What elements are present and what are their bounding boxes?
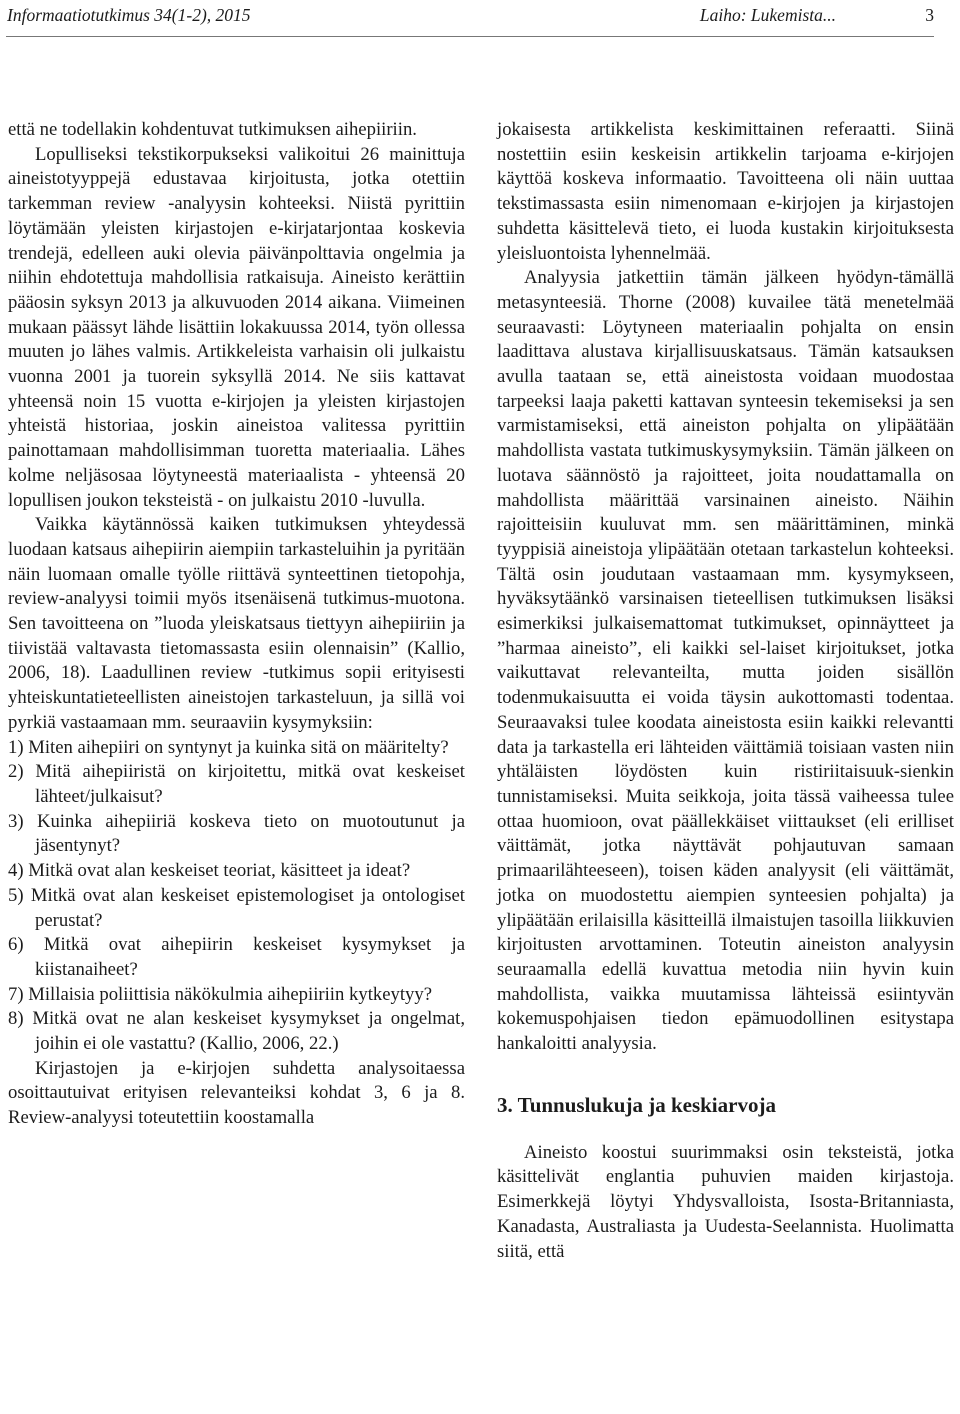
question-text: Mitä aihepiiristä on kirjoitettu, mitkä ovat keskeiset lähteet/julkaisut? (35, 761, 465, 807)
question-text: Mitkä ovat ne alan keskeiset kysymykset ja ongelmat, joihin ei ole vastattu? (Kallio, 2006, 22.) (32, 1008, 465, 1055)
question-item (8, 859, 465, 884)
question-text: Mitkä ovat aihepiirin keskeiset kysymykset ja kiistanaiheet? (35, 934, 466, 980)
paragraph: Vaikka käytännössä kaiken tutkimuksen yhteydessä luodaan katsaus aihepiirin aiempiin tarkasteluihin ja pyritään näin luomaan omalle työlle riittävä synteettinen tietopohja, review-analyysi toimii myös itsenäisenä tutkimus-muotona. Sen tavoitteena on ”luoda yleiskatsaus tiettyyn aihepiiriin ja tiivistää valtavasta tietomassasta esiin olennaisin” (Kallio, 2006, 18). Laadullinen review -tutkimus sopii erityisesti yhteiskuntatieteellisten aineistojen tarkasteluun, ja sillä voi pyrkiä vastaamaan mm. seuraaviin kysymyksiin: (8, 514, 465, 733)
paragraph: että ne todellakin kohdentuvat tutkimuksen aihepiiriin. (8, 119, 417, 140)
question-text: Kuinka aihepiiriä koskeva tieto on muotoutunut ja jäsentynyt? (35, 810, 466, 857)
question-number: 4) (8, 860, 24, 882)
section-heading: 3. Tunnuslukuja ja keskiarvoja (497, 1092, 776, 1117)
paragraph: jokaisesta artikkelista keskimittainen referaatti. Siinä nostettiin esiin keskeisin artikkelin tarjoama e-kirjojen käyttöä koskeva informaatio. Tavoitteena oli näin uuttaa tekstimassasta esiin nimenomaan e-kirjojen ja kirjastojen suhdetta käsittelevä tieto, ei luoda kustakin kirjoituksesta yleisluontoista lyhennelmää. (497, 119, 954, 264)
question-item (8, 810, 465, 859)
question-item (8, 933, 465, 982)
question-number: 2) (8, 761, 24, 783)
question-text: Mitkä ovat alan keskeiset teoriat, käsitteet ja ideat? (28, 860, 411, 882)
paragraph: Lopulliseksi tekstikorpukseksi valikoitui 26 mainittuja aineistotyyppejä edustavaa kirjoitusta, jotka otettiin tarkemman review -analyysin kohteeksi. Niistä pyrittiin löytämään yleisten kirjastojen e-kirjatarjontaa koskevia trendejä, edelleen auki olevia päivänpolttavia ongelmia ja niihin ehdotettuja mahdollisia ratkaisuja. Aineisto kerättiin pääosin syksyn 2013 ja alkuvuoden 2014 aikana. Viimeinen mukaan päässyt lähde lisättiin lokakuussa 2014, työn ollessa muuten jo lähes valmis. Artikkeleista varhaisin oli julkaistu vuonna 2001 ja tuorein syksyllä 2014. Ne siis kattavat yhteensä noin 15 vuotta e-kirjojen ja yleisten kirjastojen yhteistä historiaa, joskin aineistoa valitessa pyrittiin painottamaan mahdollisimman tuoretta materiaalia. Lähes kolme neljäsosaa löytyneestä materiaalista - yhteensä 20 lopullisen joukon teksteistä - on julkaistu 2010 -luvulla. (8, 143, 465, 511)
running-header (0, 0, 960, 40)
question-item (8, 1007, 465, 1056)
question-item (8, 884, 465, 933)
paragraph: Analyysia jatkettiin tämän jälkeen hyödyn-tämällä metasynteesiä. Thorne (2008) kuvailee tätä menetelmää seuraavasti: Löytyneen materiaalin pohjalta on ensin laadittava alustava kirjallisuuskatsaus. Tämän katsauksen avulla taataan se, että aineistosta voidaan muodostaa tarpeeksi laaja paketti kattavan synteesin tekemiseksi ja sen varmistamiseksi, että aineiston pohjalta on ylipäätään mahdollista vastata tutkimuskysymyksiin. Tämän jälkeen on luotava säännöstö ja rajoitteet, joita noudattamalla on mahdollista määrittää varsinainen aineisto. Näihin rajoitteisiin kuuluvat mm. sen määrittäminen, minkä tyyppisiä aineistoja ylipäätään otetaan tarkastelun kohteeksi. Tältä osin joudutaan vastaamaan mm. kysymykseen, hyväksytäänkö varsinaisen tieteellisen tutkimuksen lisäksi esimerkiksi julkaisemattomat tutkimukset, opinnäytteet ja ”harmaa aineisto”, eli kaikki sel-laiset kirjoitukset, jotka vaikuttavat relevanteilta, mutta joiden sisällön todenmukaisuutta ei voida täysin aukottomasti todentaa. Seuraavaksi tulee koodata aineistosta esiin kaikki relevantti data ja tarkastella eri lähteiden väittämiä toisiaan vasten niin yhtäläisten löydösten kuin ristiriitaisuuk-sienkin tunnistamiseksi. Muita seikkoja, joita tässä vaiheessa tulee ottaa huomioon, ovat päällekkäiset viittaukset (eli erilliset väittämät, jotka näyttävät pohjautuvan samaan primaarilähteeseen), toisen käden analyysit (eli väittämät, jotka on muodostettu aiempien synteesien pohjalta) ja ylipäätään erilaisilla käsitteillä ilmaistujen tasoilla liikkuvien kirjoitusten arvottaminen. Toteutin aineiston analyysin seuraamalla edellä kuvattua metodia niin hyvin kuin mahdollista, vaikka muutamissa lähteissä esiintyvän kokemuspohjaisen tiedon epämuodollinen esitystapa hankaloitti analyysia. (497, 267, 954, 1055)
journal-citation: Informaatiotutkimus 34(1-2), 2015 (7, 5, 251, 25)
question-number: 6) (8, 934, 24, 956)
question-number: 5) (8, 884, 24, 906)
question-item (8, 736, 465, 761)
running-title: Laiho: Lukemista... (699, 5, 836, 25)
paragraph: Aineisto koostui suurimmaksi osin teksteistä, jotka käsittelivät englantia puhuvien maiden kirjastoja. Esimerkkejä löytyi Yhdysvalloista, Isosta-Britanniasta, Kanadasta, Australiasta ja Uudesta-Seelannista. Huolimatta siitä, että (497, 1141, 954, 1262)
right-column (497, 118, 954, 1264)
question-item (8, 760, 465, 809)
question-number: 7) (8, 983, 24, 1005)
question-text: Miten aihepiiri on syntynyt ja kuinka sitä on määritelty? (28, 736, 449, 758)
question-list (8, 736, 465, 1057)
left-column (8, 118, 465, 1131)
question-text: Mitkä ovat alan keskeiset epistemologiset ja ontologiset perustat? (30, 884, 466, 931)
question-number: 1) (8, 736, 24, 758)
paragraph: Kirjastojen ja e-kirjojen suhdetta analysoitaessa osoittautuivat erityisen relevanteiksi kohdat 3, 6 ja 8. Review-analyysi toteutettiin koostamalla (8, 1057, 465, 1129)
question-number: 3) (8, 810, 24, 832)
question-item (8, 983, 465, 1008)
header-divider (6, 36, 934, 37)
page-number: 3 (925, 5, 934, 25)
question-number: 8) (8, 1008, 24, 1030)
question-text: Millaisia poliittisia näkökulmia aihepiiriin kytkeytyy? (28, 983, 433, 1005)
